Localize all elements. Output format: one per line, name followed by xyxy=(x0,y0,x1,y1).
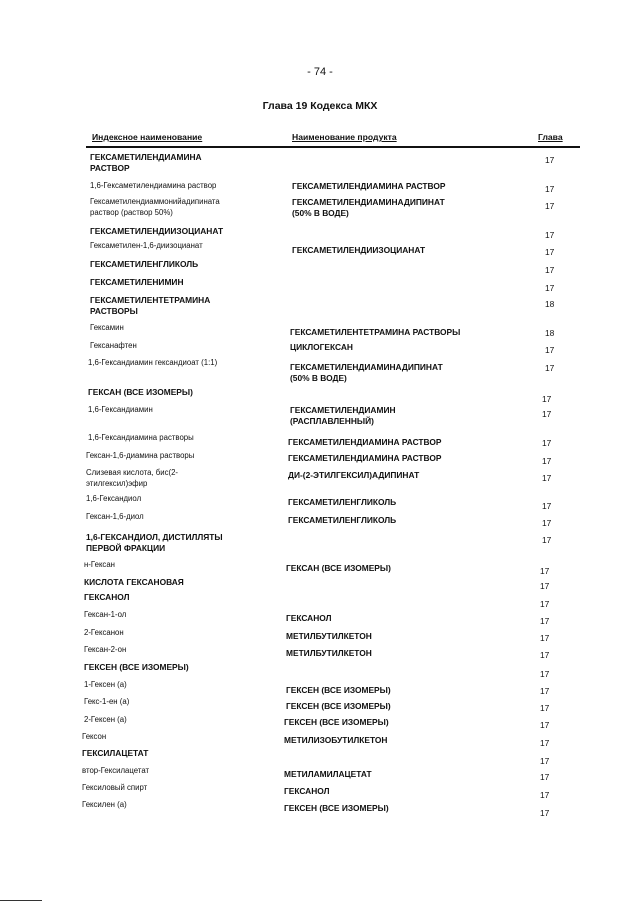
chapter-cell: 17 xyxy=(545,345,555,355)
index-name-cell: 1,6-Гександиол xyxy=(86,494,142,503)
product-name-cell: ЦИКЛОГЕКСАН xyxy=(290,342,353,352)
index-name-cell: втор-Гексилацетат xyxy=(82,766,150,775)
chapter-cell: 17 xyxy=(542,473,552,483)
chapter-cell: 17 xyxy=(542,501,552,511)
chapter-cell: 17 xyxy=(540,808,550,818)
chapter-cell: 17 xyxy=(542,409,552,419)
product-name-cell: ГЕКСАМЕТИЛЕНДИИЗОЦИАНАТ xyxy=(292,245,426,255)
chapter-cell: 17 xyxy=(540,772,550,782)
product-name-cell: ГЕКСЕН (ВСЕ ИЗОМЕРЫ) xyxy=(286,701,391,711)
chapter-cell: 17 xyxy=(542,535,552,545)
index-name-cell: ГЕКСИЛАЦЕТАТ xyxy=(82,748,149,758)
chapter-cell: 17 xyxy=(540,616,550,626)
chapter-cell: 17 xyxy=(542,518,552,528)
column-header-index-name: Индексное наименование xyxy=(92,132,203,142)
product-name-cell: ГЕКСЕН (ВСЕ ИЗОМЕРЫ) xyxy=(286,685,391,695)
index-name-cell: 1,6-Гексаметилендиамина раствор xyxy=(90,181,217,190)
index-name-cell: Гексиловый спирт xyxy=(82,783,148,792)
product-name-cell: ГЕКСАНОЛ xyxy=(284,786,330,796)
product-name-cell: ГЕКСАМЕТИЛЕНДИАМИНАДИПИНАТ (50% В ВОДЕ) xyxy=(292,197,445,218)
product-name-cell: ГЕКСАМЕТИЛЕНДИАМИНА РАСТВОР xyxy=(288,437,442,447)
page-number: - 74 - xyxy=(307,66,333,78)
product-name-cell: ГЕКСАМЕТИЛЕНДИАМИНАДИПИНАТ (50% В ВОДЕ) xyxy=(290,362,443,383)
index-name-cell: 2-Гексанон xyxy=(84,628,124,637)
index-name-cell: Гексан-1-ол xyxy=(84,610,127,619)
page-corner-line xyxy=(0,900,42,901)
index-name-cell: Гексан-2-он xyxy=(84,645,127,654)
chapter-cell: 17 xyxy=(540,686,550,696)
index-name-cell: ГЕКСАМЕТИЛЕНДИАМИНА РАСТВОР xyxy=(90,152,202,173)
index-name-cell: Гексилен (а) xyxy=(82,800,127,809)
chapter-cell: 17 xyxy=(542,456,552,466)
chapter-cell: 17 xyxy=(545,283,555,293)
product-name-cell: ГЕКСАМЕТИЛЕНДИАМИН (РАСПЛАВЛЕННЫЙ) xyxy=(290,405,396,426)
column-header-chapter: Глава xyxy=(538,132,563,142)
chapter-cell: 17 xyxy=(545,201,555,211)
chapter-cell: 17 xyxy=(545,247,555,257)
index-name-cell: Гексон xyxy=(82,732,107,741)
index-name-cell: ГЕКСАНОЛ xyxy=(84,592,130,602)
product-name-cell: МЕТИЛБУТИЛКЕТОН xyxy=(286,631,372,641)
chapter-cell: 17 xyxy=(540,650,550,660)
page-title: Глава 19 Кодекса МКХ xyxy=(262,100,378,112)
product-name-cell: ГЕКСАНОЛ xyxy=(286,613,332,623)
index-name-cell: н-Гексан xyxy=(84,560,115,569)
index-name-cell: ГЕКСАМЕТИЛЕНДИИЗОЦИАНАТ xyxy=(90,226,224,236)
index-name-cell: Гексамин xyxy=(90,323,124,332)
product-name-cell: МЕТИЛАМИЛАЦЕТАТ xyxy=(284,769,372,779)
product-name-cell: ГЕКСАМЕТИЛЕНГЛИКОЛЬ xyxy=(288,497,397,507)
index-name-cell: ГЕКСАН (ВСЕ ИЗОМЕРЫ) xyxy=(88,387,193,397)
index-name-cell: 1,6-Гександиамин гександиоат (1:1) xyxy=(88,358,218,367)
index-name-cell: Гексаметилендиаммонийадипината раствор (раствор 50%) xyxy=(90,197,220,217)
chapter-cell: 17 xyxy=(545,184,555,194)
product-name-cell: МЕТИЛБУТИЛКЕТОН xyxy=(286,648,372,658)
index-name-cell: ГЕКСЕН (ВСЕ ИЗОМЕРЫ) xyxy=(84,662,189,672)
chapter-cell: 17 xyxy=(540,738,550,748)
index-name-cell: Гекс-1-ен (а) xyxy=(84,697,130,706)
index-name-cell: ГЕКСАМЕТИЛЕНГЛИКОЛЬ xyxy=(90,259,199,269)
product-name-cell: ГЕКСАМЕТИЛЕНДИАМИНА РАСТВОР xyxy=(292,181,446,191)
chapter-cell: 17 xyxy=(542,438,552,448)
chapter-cell: 17 xyxy=(540,720,550,730)
product-name-cell: ДИ-(2-ЭТИЛГЕКСИЛ)АДИПИНАТ xyxy=(288,470,420,480)
index-name-cell: 1-Гексен (а) xyxy=(84,680,127,689)
chapter-cell: 17 xyxy=(545,265,555,275)
index-name-cell: Слизевая кислота, бис(2- этилгексил)эфир xyxy=(86,468,179,488)
chapter-cell: 17 xyxy=(540,581,550,591)
product-name-cell: ГЕКСАМЕТИЛЕНТЕТРАМИНА РАСТВОРЫ xyxy=(290,327,461,337)
chapter-cell: 18 xyxy=(545,299,555,309)
chapter-cell: 17 xyxy=(545,155,555,165)
product-name-cell: ГЕКСАМЕТИЛЕНДИАМИНА РАСТВОР xyxy=(288,453,442,463)
chapter-cell: 17 xyxy=(540,599,550,609)
chapter-cell: 17 xyxy=(542,394,552,404)
index-name-cell: 1,6-ГЕКСАНДИОЛ, ДИСТИЛЛЯТЫ ПЕРВОЙ ФРАКЦИИ xyxy=(86,532,223,553)
chapter-cell: 18 xyxy=(545,328,555,338)
product-name-cell: МЕТИЛИЗОБУТИЛКЕТОН xyxy=(284,735,388,745)
index-name-cell: ГЕКСАМЕТИЛЕНТЕТРАМИНА РАСТВОРЫ xyxy=(90,295,211,316)
index-name-cell: Гексан-1,6-диол xyxy=(86,512,144,521)
chapter-cell: 17 xyxy=(540,756,550,766)
product-name-cell: ГЕКСАМЕТИЛЕНГЛИКОЛЬ xyxy=(288,515,397,525)
product-name-cell: ГЕКСАН (ВСЕ ИЗОМЕРЫ) xyxy=(286,563,391,573)
chapter-cell: 17 xyxy=(540,669,550,679)
chapter-cell: 17 xyxy=(545,230,555,240)
product-name-cell: ГЕКСЕН (ВСЕ ИЗОМЕРЫ) xyxy=(284,803,389,813)
chapter-cell: 17 xyxy=(540,566,550,576)
chapter-cell: 17 xyxy=(540,703,550,713)
index-name-cell: Гексанафтен xyxy=(90,341,137,350)
column-header-product-name: Наименование продукта xyxy=(292,132,397,142)
index-name-cell: ГЕКСАМЕТИЛЕНИМИН xyxy=(90,277,184,287)
index-name-cell: КИСЛОТА ГЕКСАНОВАЯ xyxy=(84,577,184,587)
chapter-cell: 17 xyxy=(545,363,555,373)
index-name-cell: 1,6-Гександиамин xyxy=(88,405,153,414)
index-name-cell: Гексаметилен-1,6-диизоцианат xyxy=(90,241,203,250)
index-name-cell: 2-Гексен (а) xyxy=(84,715,127,724)
index-name-cell: Гексан-1,6-диамина растворы xyxy=(86,451,195,460)
chapter-cell: 17 xyxy=(540,633,550,643)
product-name-cell: ГЕКСЕН (ВСЕ ИЗОМЕРЫ) xyxy=(284,717,389,727)
index-name-cell: 1,6-Гександиамина растворы xyxy=(88,433,194,442)
chapter-cell: 17 xyxy=(540,790,550,800)
